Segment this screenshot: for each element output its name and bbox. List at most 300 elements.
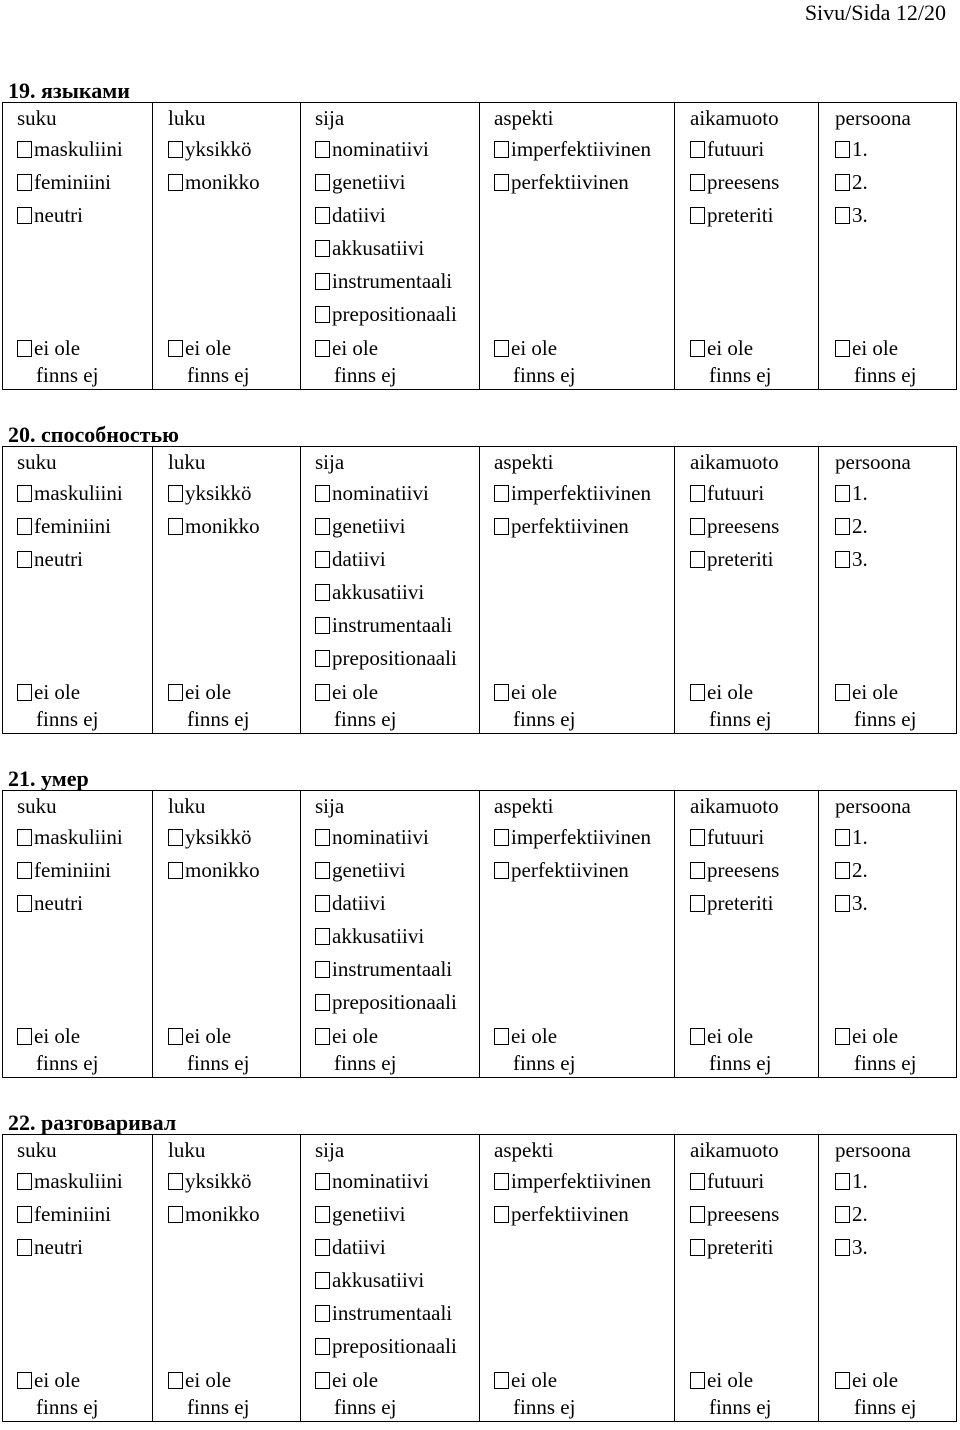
checkbox-icon[interactable] — [494, 518, 509, 535]
section-title: 22. разговаривал — [8, 1110, 177, 1135]
option-checkbox[interactable] — [168, 1201, 260, 1227]
column-header: persoona — [835, 106, 911, 130]
checkbox-icon[interactable] — [17, 1206, 32, 1223]
option-checkbox[interactable] — [494, 169, 629, 195]
option-label: nominatiivi — [332, 1169, 429, 1193]
checkbox-icon[interactable] — [17, 518, 32, 535]
checkbox-icon[interactable] — [690, 340, 705, 357]
option-checkbox[interactable] — [17, 824, 123, 850]
option-checkbox[interactable] — [315, 301, 457, 327]
checkbox-icon[interactable] — [494, 862, 509, 879]
option-label: neutri — [34, 1235, 83, 1259]
option-label: nominatiivi — [332, 825, 429, 849]
none-option-label: ei ole — [332, 680, 379, 704]
checkbox-icon[interactable] — [315, 551, 330, 568]
none-option-checkbox[interactable] — [494, 1023, 575, 1077]
checkbox-icon[interactable] — [168, 1028, 183, 1045]
none-option-checkbox[interactable] — [690, 1023, 771, 1077]
option-label: imperfektiivinen — [511, 137, 651, 161]
column-header: luku — [168, 1138, 206, 1162]
option-label: maskuliini — [34, 1169, 123, 1193]
column-divider — [300, 791, 301, 1077]
checkbox-icon[interactable] — [494, 1206, 509, 1223]
none-option-checkbox[interactable] — [315, 679, 396, 733]
option-checkbox[interactable] — [315, 857, 405, 883]
none-option-label-swedish: finns ej — [854, 1051, 917, 1075]
checkbox-icon[interactable] — [168, 862, 183, 879]
none-option-label: ei ole — [852, 1024, 899, 1048]
option-checkbox[interactable] — [315, 268, 452, 294]
checkbox-icon[interactable] — [835, 1206, 850, 1223]
option-checkbox[interactable] — [690, 202, 773, 228]
checkbox-icon[interactable] — [168, 141, 183, 158]
checkbox-icon[interactable] — [315, 617, 330, 634]
checkbox-icon[interactable] — [168, 174, 183, 191]
checkbox-icon[interactable] — [690, 1372, 705, 1389]
column-divider — [674, 447, 675, 733]
option-label: perfektiivinen — [511, 170, 629, 194]
option-checkbox[interactable] — [690, 824, 764, 850]
checkbox-icon[interactable] — [494, 1028, 509, 1045]
option-checkbox[interactable] — [835, 136, 868, 162]
word-section — [0, 766, 960, 1086]
option-label: yksikkö — [185, 1169, 252, 1193]
checkbox-icon[interactable] — [315, 141, 330, 158]
none-option-label-swedish: finns ej — [187, 1395, 250, 1419]
none-option-label: ei ole — [185, 1024, 232, 1048]
option-checkbox[interactable] — [168, 136, 252, 162]
option-checkbox[interactable] — [17, 1201, 111, 1227]
option-label: 1. — [852, 825, 868, 849]
checkbox-icon[interactable] — [315, 240, 330, 257]
checkbox-icon[interactable] — [690, 1028, 705, 1045]
none-option-label: ei ole — [511, 1368, 558, 1392]
none-option-label: ei ole — [852, 336, 899, 360]
option-label: nominatiivi — [332, 481, 429, 505]
checkbox-icon[interactable] — [168, 1173, 183, 1190]
option-label: feminiini — [34, 858, 111, 882]
option-checkbox[interactable] — [315, 169, 405, 195]
option-checkbox[interactable] — [835, 824, 868, 850]
option-checkbox[interactable] — [315, 235, 424, 261]
checkbox-icon[interactable] — [315, 1028, 330, 1045]
option-checkbox[interactable] — [17, 890, 83, 916]
checkbox-icon[interactable] — [835, 141, 850, 158]
none-option-label-swedish: finns ej — [334, 707, 397, 731]
option-checkbox[interactable] — [835, 890, 868, 916]
column-divider — [152, 1135, 153, 1421]
option-label: 3. — [852, 547, 868, 571]
section-title: 19. языками — [8, 78, 130, 103]
checkbox-icon[interactable] — [494, 141, 509, 158]
none-option-checkbox[interactable] — [168, 679, 249, 733]
none-option-checkbox[interactable] — [690, 679, 771, 733]
option-label: 1. — [852, 1169, 868, 1193]
checkbox-icon[interactable] — [168, 1206, 183, 1223]
none-option-checkbox[interactable] — [168, 1023, 249, 1077]
checkbox-icon[interactable] — [17, 1173, 32, 1190]
checkbox-icon[interactable] — [835, 684, 850, 701]
option-label: 2. — [852, 858, 868, 882]
option-label: genetiivi — [332, 1202, 406, 1226]
none-option-label-swedish: finns ej — [854, 363, 917, 387]
column-header: suku — [17, 450, 57, 474]
checkbox-icon[interactable] — [315, 485, 330, 502]
none-option-label: ei ole — [34, 1024, 81, 1048]
option-checkbox[interactable] — [17, 513, 111, 539]
option-checkbox[interactable] — [315, 1234, 386, 1260]
option-label: preesens — [707, 1202, 780, 1226]
option-checkbox[interactable] — [315, 1300, 452, 1326]
none-option-checkbox[interactable] — [315, 335, 396, 389]
none-option-label: ei ole — [707, 680, 754, 704]
checkbox-icon[interactable] — [315, 174, 330, 191]
option-checkbox[interactable] — [17, 857, 111, 883]
option-label: 1. — [852, 481, 868, 505]
none-option-label: ei ole — [332, 1024, 379, 1048]
option-checkbox[interactable] — [494, 1168, 651, 1194]
option-label: preesens — [707, 858, 780, 882]
column-header: suku — [17, 794, 57, 818]
option-label: preteriti — [707, 203, 774, 227]
option-checkbox[interactable] — [17, 1168, 123, 1194]
checkbox-icon[interactable] — [835, 518, 850, 535]
option-checkbox[interactable] — [690, 513, 779, 539]
column-header: persoona — [835, 1138, 911, 1162]
option-label: prepositionaali — [332, 302, 457, 326]
checkbox-icon[interactable] — [315, 1305, 330, 1322]
checkbox-icon[interactable] — [17, 174, 32, 191]
option-checkbox[interactable] — [835, 513, 868, 539]
none-option-label: ei ole — [707, 1368, 754, 1392]
option-checkbox[interactable] — [17, 546, 83, 572]
option-checkbox[interactable] — [494, 480, 651, 506]
option-checkbox[interactable] — [835, 480, 868, 506]
checkbox-icon[interactable] — [835, 895, 850, 912]
checkbox-icon[interactable] — [315, 684, 330, 701]
checkbox-icon[interactable] — [690, 1239, 705, 1256]
none-option-checkbox[interactable] — [835, 679, 916, 733]
none-option-checkbox[interactable] — [494, 1367, 575, 1421]
none-option-checkbox[interactable] — [494, 679, 575, 733]
checkbox-icon[interactable] — [494, 485, 509, 502]
option-checkbox[interactable] — [494, 857, 629, 883]
none-option-label: ei ole — [852, 680, 899, 704]
checkbox-icon[interactable] — [17, 1372, 32, 1389]
checkbox-icon[interactable] — [315, 1173, 330, 1190]
none-option-label-swedish: finns ej — [709, 1395, 772, 1419]
column-divider — [818, 1135, 819, 1421]
option-label: neutri — [34, 891, 83, 915]
checkbox-icon[interactable] — [168, 684, 183, 701]
checkbox-icon[interactable] — [690, 141, 705, 158]
section-title: 21. умер — [8, 766, 89, 791]
checkbox-icon[interactable] — [315, 273, 330, 290]
option-checkbox[interactable] — [690, 1168, 764, 1194]
checkbox-icon[interactable] — [690, 207, 705, 224]
checkbox-icon[interactable] — [690, 1173, 705, 1190]
checkbox-icon[interactable] — [494, 1372, 509, 1389]
option-checkbox[interactable] — [315, 612, 452, 638]
option-checkbox[interactable] — [168, 857, 260, 883]
checkbox-icon[interactable] — [690, 684, 705, 701]
column-header: aikamuoto — [690, 106, 779, 130]
option-checkbox[interactable] — [168, 1168, 252, 1194]
checkbox-icon[interactable] — [835, 174, 850, 191]
option-checkbox[interactable] — [168, 480, 252, 506]
option-checkbox[interactable] — [835, 1168, 868, 1194]
column-header: suku — [17, 106, 57, 130]
option-label: perfektiivinen — [511, 1202, 629, 1226]
none-option-checkbox[interactable] — [17, 335, 98, 389]
option-label: futuuri — [707, 137, 765, 161]
checkbox-icon[interactable] — [690, 1206, 705, 1223]
checkbox-icon[interactable] — [17, 551, 32, 568]
checkbox-icon[interactable] — [168, 485, 183, 502]
checkbox-icon[interactable] — [835, 340, 850, 357]
checkbox-icon[interactable] — [17, 1028, 32, 1045]
grammar-table — [2, 1134, 957, 1422]
option-checkbox[interactable] — [315, 480, 429, 506]
option-checkbox[interactable] — [494, 1201, 629, 1227]
checkbox-icon[interactable] — [315, 306, 330, 323]
option-checkbox[interactable] — [17, 480, 123, 506]
checkbox-icon[interactable] — [835, 1372, 850, 1389]
option-checkbox[interactable] — [17, 169, 111, 195]
checkbox-icon[interactable] — [835, 551, 850, 568]
none-option-checkbox[interactable] — [315, 1023, 396, 1077]
option-checkbox[interactable] — [835, 1234, 868, 1260]
option-label: perfektiivinen — [511, 858, 629, 882]
option-checkbox[interactable] — [690, 136, 764, 162]
column-divider — [152, 103, 153, 389]
checkbox-icon[interactable] — [315, 1338, 330, 1355]
checkbox-icon[interactable] — [315, 1206, 330, 1223]
none-option-checkbox[interactable] — [17, 1367, 98, 1421]
option-checkbox[interactable] — [690, 480, 764, 506]
checkbox-icon[interactable] — [835, 485, 850, 502]
column-header: aspekti — [494, 450, 554, 474]
option-checkbox[interactable] — [835, 1201, 868, 1227]
column-header: luku — [168, 106, 206, 130]
option-checkbox[interactable] — [315, 1267, 424, 1293]
checkbox-icon[interactable] — [690, 551, 705, 568]
option-label: preesens — [707, 170, 780, 194]
option-checkbox[interactable] — [690, 1201, 779, 1227]
option-label: instrumentaali — [332, 957, 453, 981]
checkbox-icon[interactable] — [690, 829, 705, 846]
none-option-label-swedish: finns ej — [334, 1051, 397, 1075]
none-option-checkbox[interactable] — [690, 1367, 771, 1421]
column-divider — [152, 447, 153, 733]
checkbox-icon[interactable] — [494, 174, 509, 191]
option-checkbox[interactable] — [17, 136, 123, 162]
option-checkbox[interactable] — [17, 202, 83, 228]
checkbox-icon[interactable] — [315, 207, 330, 224]
checkbox-icon[interactable] — [315, 928, 330, 945]
none-option-checkbox[interactable] — [315, 1367, 396, 1421]
checkbox-icon[interactable] — [17, 895, 32, 912]
checkbox-icon[interactable] — [315, 584, 330, 601]
column-divider — [818, 447, 819, 733]
checkbox-icon[interactable] — [835, 1239, 850, 1256]
checkbox-icon[interactable] — [17, 141, 32, 158]
option-checkbox[interactable] — [168, 513, 260, 539]
checkbox-icon[interactable] — [835, 207, 850, 224]
option-label: datiivi — [332, 547, 386, 571]
none-option-label-swedish: finns ej — [513, 1051, 576, 1075]
none-option-label-swedish: finns ej — [513, 707, 576, 731]
word-section — [0, 422, 960, 742]
option-checkbox[interactable] — [835, 857, 868, 883]
checkbox-icon[interactable] — [168, 1372, 183, 1389]
checkbox-icon[interactable] — [315, 829, 330, 846]
option-checkbox[interactable] — [315, 645, 457, 671]
grammar-table — [2, 446, 957, 734]
column-header: aspekti — [494, 106, 554, 130]
checkbox-icon[interactable] — [168, 518, 183, 535]
column-header: aspekti — [494, 1138, 554, 1162]
column-divider — [152, 791, 153, 1077]
option-label: prepositionaali — [332, 646, 457, 670]
checkbox-icon[interactable] — [835, 1173, 850, 1190]
none-option-label: ei ole — [185, 1368, 232, 1392]
checkbox-icon[interactable] — [168, 829, 183, 846]
option-checkbox[interactable] — [315, 824, 429, 850]
option-checkbox[interactable] — [315, 136, 429, 162]
checkbox-icon[interactable] — [17, 485, 32, 502]
checkbox-icon[interactable] — [17, 340, 32, 357]
option-label: monikko — [185, 514, 260, 538]
checkbox-icon[interactable] — [690, 518, 705, 535]
option-checkbox[interactable] — [315, 1201, 405, 1227]
none-option-label-swedish: finns ej — [187, 363, 250, 387]
checkbox-icon[interactable] — [17, 829, 32, 846]
checkbox-icon[interactable] — [17, 1239, 32, 1256]
option-label: yksikkö — [185, 825, 252, 849]
checkbox-icon[interactable] — [835, 1028, 850, 1045]
checkbox-icon[interactable] — [315, 340, 330, 357]
option-checkbox[interactable] — [690, 1234, 773, 1260]
none-option-checkbox[interactable] — [17, 679, 98, 733]
option-checkbox[interactable] — [494, 824, 651, 850]
option-checkbox[interactable] — [315, 1333, 457, 1359]
option-label: feminiini — [34, 170, 111, 194]
option-label: feminiini — [34, 514, 111, 538]
none-option-checkbox[interactable] — [835, 335, 916, 389]
checkbox-icon[interactable] — [690, 174, 705, 191]
option-label: monikko — [185, 858, 260, 882]
checkbox-icon[interactable] — [690, 485, 705, 502]
option-checkbox[interactable] — [315, 202, 386, 228]
checkbox-icon[interactable] — [315, 650, 330, 667]
option-label: genetiivi — [332, 170, 406, 194]
option-checkbox[interactable] — [315, 1168, 429, 1194]
option-label: datiivi — [332, 891, 386, 915]
option-label: instrumentaali — [332, 269, 453, 293]
option-label: instrumentaali — [332, 1301, 453, 1325]
checkbox-icon[interactable] — [315, 895, 330, 912]
option-label: prepositionaali — [332, 990, 457, 1014]
checkbox-icon[interactable] — [168, 340, 183, 357]
option-checkbox[interactable] — [168, 169, 260, 195]
option-checkbox[interactable] — [315, 513, 405, 539]
checkbox-icon[interactable] — [835, 829, 850, 846]
checkbox-icon[interactable] — [835, 862, 850, 879]
option-label: preteriti — [707, 891, 774, 915]
option-checkbox[interactable] — [690, 169, 779, 195]
checkbox-icon[interactable] — [690, 895, 705, 912]
none-option-checkbox[interactable] — [168, 335, 249, 389]
option-checkbox[interactable] — [835, 546, 868, 572]
option-checkbox[interactable] — [315, 956, 452, 982]
option-checkbox[interactable] — [168, 824, 252, 850]
option-checkbox[interactable] — [494, 513, 629, 539]
none-option-checkbox[interactable] — [168, 1367, 249, 1421]
checkbox-icon[interactable] — [494, 829, 509, 846]
checkbox-icon[interactable] — [315, 961, 330, 978]
checkbox-icon[interactable] — [17, 207, 32, 224]
option-checkbox[interactable] — [835, 169, 868, 195]
none-option-checkbox[interactable] — [690, 335, 771, 389]
option-checkbox[interactable] — [17, 1234, 83, 1260]
none-option-checkbox[interactable] — [17, 1023, 98, 1077]
option-label: preteriti — [707, 547, 774, 571]
none-option-checkbox[interactable] — [835, 1367, 916, 1421]
option-checkbox[interactable] — [315, 579, 424, 605]
checkbox-icon[interactable] — [494, 1173, 509, 1190]
option-label: 2. — [852, 1202, 868, 1226]
option-checkbox[interactable] — [690, 546, 773, 572]
none-option-label: ei ole — [511, 336, 558, 360]
checkbox-icon[interactable] — [494, 340, 509, 357]
none-option-label-swedish: finns ej — [36, 1051, 99, 1075]
option-checkbox[interactable] — [494, 136, 651, 162]
none-option-checkbox[interactable] — [835, 1023, 916, 1077]
option-label: futuuri — [707, 825, 765, 849]
none-option-label: ei ole — [34, 680, 81, 704]
checkbox-icon[interactable] — [494, 684, 509, 701]
option-checkbox[interactable] — [315, 546, 386, 572]
none-option-label-swedish: finns ej — [513, 363, 576, 387]
checkbox-icon[interactable] — [315, 994, 330, 1011]
checkbox-icon[interactable] — [17, 684, 32, 701]
option-checkbox[interactable] — [315, 923, 424, 949]
checkbox-icon[interactable] — [315, 1272, 330, 1289]
checkbox-icon[interactable] — [690, 862, 705, 879]
option-checkbox[interactable] — [835, 202, 868, 228]
none-option-label: ei ole — [332, 1368, 379, 1392]
option-checkbox[interactable] — [315, 890, 386, 916]
option-label: perfektiivinen — [511, 514, 629, 538]
checkbox-icon[interactable] — [315, 518, 330, 535]
option-checkbox[interactable] — [315, 989, 457, 1015]
none-option-label: ei ole — [34, 1368, 81, 1392]
checkbox-icon[interactable] — [17, 862, 32, 879]
word-section — [0, 78, 960, 398]
checkbox-icon[interactable] — [315, 862, 330, 879]
none-option-label: ei ole — [511, 680, 558, 704]
none-option-label: ei ole — [511, 1024, 558, 1048]
option-checkbox[interactable] — [690, 857, 779, 883]
checkbox-icon[interactable] — [315, 1239, 330, 1256]
option-checkbox[interactable] — [690, 890, 773, 916]
checkbox-icon[interactable] — [315, 1372, 330, 1389]
option-label: datiivi — [332, 1235, 386, 1259]
column-divider — [479, 447, 480, 733]
none-option-label-swedish: finns ej — [36, 363, 99, 387]
none-option-checkbox[interactable] — [494, 335, 575, 389]
